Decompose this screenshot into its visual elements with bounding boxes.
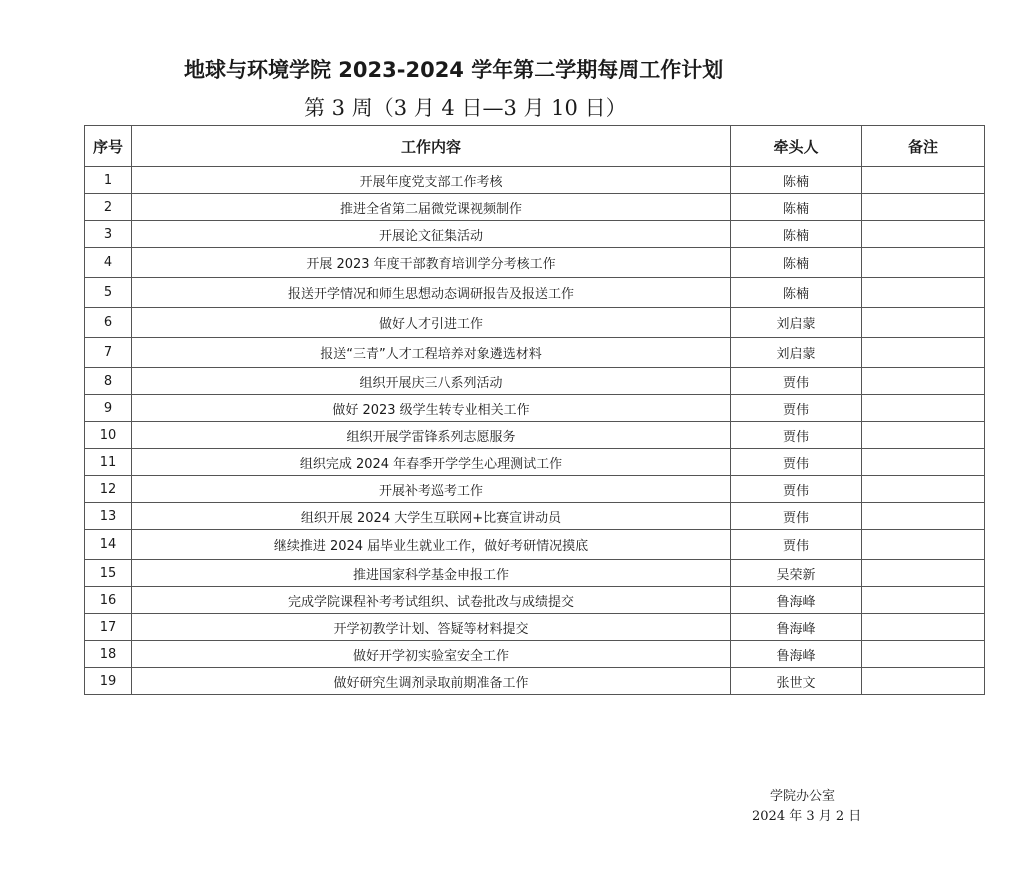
row-lead: 张世文 [731, 668, 862, 695]
row-lead: 贾伟 [731, 368, 862, 395]
header-content: 工作内容 [132, 126, 731, 167]
row-lead: 贾伟 [731, 395, 862, 422]
header-index: 序号 [85, 126, 132, 167]
row-lead: 刘启蒙 [731, 338, 862, 368]
row-lead: 吴荣新 [731, 560, 862, 587]
row-remark [862, 278, 985, 308]
document-subtitle: 第 3 周（3 月 4 日—3 月 10 日） [304, 96, 627, 120]
row-lead: 刘启蒙 [731, 308, 862, 338]
table-row [85, 395, 985, 422]
row-remark [862, 449, 985, 476]
row-content: 组织开展庆三八系列活动 [132, 368, 731, 395]
row-index: 7 [85, 338, 132, 368]
table-row [85, 368, 985, 395]
row-index: 18 [85, 641, 132, 668]
table-row [85, 476, 985, 503]
row-index: 9 [85, 395, 132, 422]
table-row [85, 449, 985, 476]
row-index: 13 [85, 503, 132, 530]
row-content: 继续推进 2024 届毕业生就业工作，做好考研情况摸底 [132, 530, 731, 560]
table-row [85, 167, 985, 194]
row-remark [862, 560, 985, 587]
row-content: 做好 2023 级学生转专业相关工作 [132, 395, 731, 422]
table-row [85, 530, 985, 560]
row-remark [862, 194, 985, 221]
row-content: 组织开展 2024 大学生互联网+比赛宣讲动员 [132, 503, 731, 530]
row-remark [862, 167, 985, 194]
row-lead: 鲁海峰 [731, 614, 862, 641]
row-content: 开学初教学计划、答疑等材料提交 [132, 614, 731, 641]
table-row [85, 221, 985, 248]
row-content: 开展补考巡考工作 [132, 476, 731, 503]
row-content: 报送“三青”人才工程培养对象遴选材料 [132, 338, 731, 368]
row-index: 8 [85, 368, 132, 395]
row-remark [862, 248, 985, 278]
row-remark [862, 308, 985, 338]
row-content: 做好人才引进工作 [132, 308, 731, 338]
row-index: 3 [85, 221, 132, 248]
row-index: 19 [85, 668, 132, 695]
table-row [85, 668, 985, 695]
issuing-office: 学院办公室 [770, 789, 836, 804]
row-index: 5 [85, 278, 132, 308]
header-lead: 牵头人 [731, 126, 862, 167]
row-content: 推进国家科学基金申报工作 [132, 560, 731, 587]
row-lead: 陈楠 [731, 167, 862, 194]
row-index: 14 [85, 530, 132, 560]
row-index: 12 [85, 476, 132, 503]
row-lead: 鲁海峰 [731, 587, 862, 614]
table-row [85, 614, 985, 641]
row-index: 15 [85, 560, 132, 587]
row-content: 推进全省第二届微党课视频制作 [132, 194, 731, 221]
row-content: 开展 2023 年度干部教育培训学分考核工作 [132, 248, 731, 278]
row-content: 完成学院课程补考考试组织、试卷批改与成绩提交 [132, 587, 731, 614]
row-lead: 陈楠 [731, 221, 862, 248]
row-remark [862, 422, 985, 449]
row-remark [862, 668, 985, 695]
row-index: 10 [85, 422, 132, 449]
table-row [85, 422, 985, 449]
row-lead: 贾伟 [731, 422, 862, 449]
row-remark [862, 338, 985, 368]
row-lead: 鲁海峰 [731, 641, 862, 668]
table-header-row [85, 126, 985, 167]
row-index: 17 [85, 614, 132, 641]
row-content: 做好开学初实验室安全工作 [132, 641, 731, 668]
row-content: 开展年度党支部工作考核 [132, 167, 731, 194]
row-index: 16 [85, 587, 132, 614]
table-row [85, 278, 985, 308]
row-index: 4 [85, 248, 132, 278]
row-content: 组织完成 2024 年春季开学学生心理测试工作 [132, 449, 731, 476]
row-remark [862, 476, 985, 503]
row-remark [862, 530, 985, 560]
table-row [85, 308, 985, 338]
row-content: 报送开学情况和师生思想动态调研报告及报送工作 [132, 278, 731, 308]
document-title: 地球与环境学院 2023-2024 学年第二学期每周工作计划 [184, 58, 724, 82]
row-index: 1 [85, 167, 132, 194]
table-row [85, 338, 985, 368]
table-row [85, 194, 985, 221]
row-lead: 贾伟 [731, 530, 862, 560]
table-row [85, 503, 985, 530]
table-row [85, 641, 985, 668]
row-lead: 陈楠 [731, 278, 862, 308]
row-lead: 陈楠 [731, 194, 862, 221]
row-content: 组织开展学雷锋系列志愿服务 [132, 422, 731, 449]
row-lead: 贾伟 [731, 503, 862, 530]
table-row [85, 248, 985, 278]
work-plan-table [84, 125, 985, 695]
row-lead: 贾伟 [731, 449, 862, 476]
issue-date: 2024 年 3 月 2 日 [752, 809, 862, 824]
row-remark [862, 614, 985, 641]
row-lead: 贾伟 [731, 476, 862, 503]
row-index: 11 [85, 449, 132, 476]
row-index: 6 [85, 308, 132, 338]
row-index: 2 [85, 194, 132, 221]
row-remark [862, 221, 985, 248]
table-row [85, 560, 985, 587]
row-remark [862, 641, 985, 668]
row-remark [862, 395, 985, 422]
row-content: 做好研究生调剂录取前期准备工作 [132, 668, 731, 695]
row-lead: 陈楠 [731, 248, 862, 278]
row-remark [862, 587, 985, 614]
row-content: 开展论文征集活动 [132, 221, 731, 248]
header-remark: 备注 [862, 126, 985, 167]
row-remark [862, 368, 985, 395]
row-remark [862, 503, 985, 530]
table-row [85, 587, 985, 614]
